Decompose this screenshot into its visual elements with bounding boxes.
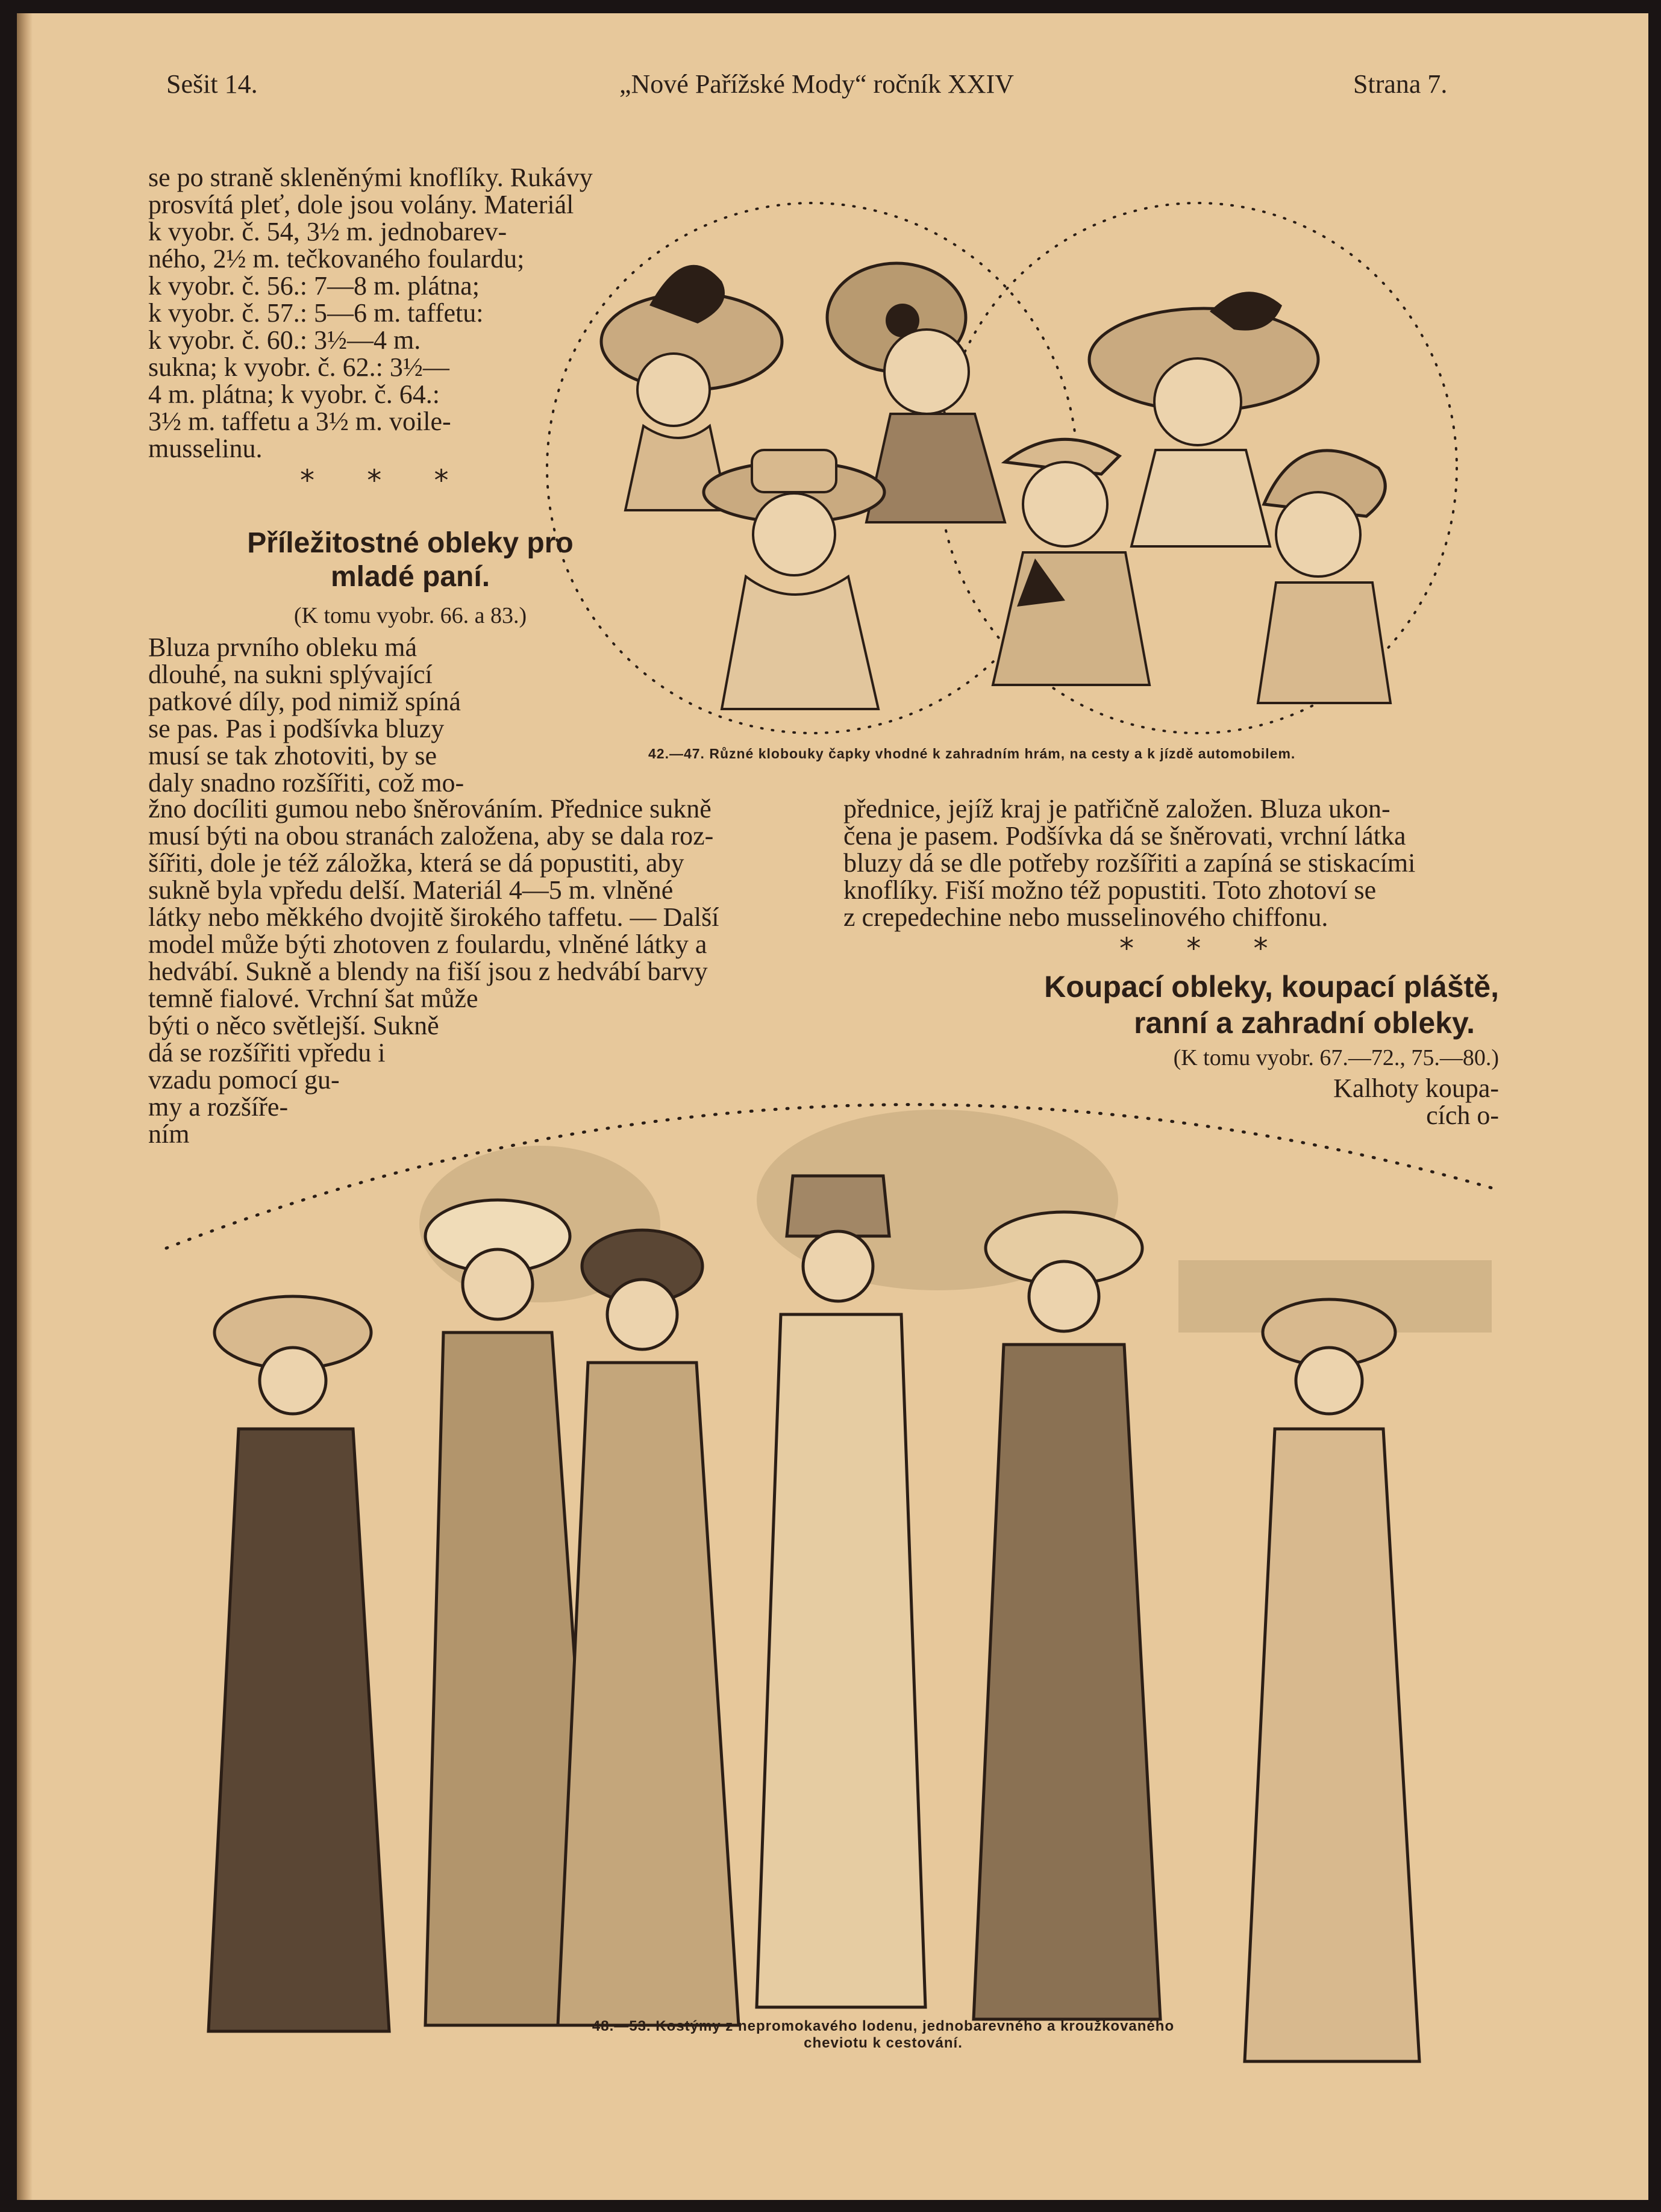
text-line: patkové díly, pod nimiž spíná	[148, 687, 461, 716]
magazine-title: „Nové Pařížské Mody“ ročník XXIV	[619, 69, 1014, 99]
text-line: čena je pasem. Podšívka dá se šněrovati, vrchní látka	[843, 821, 1406, 851]
section-note: (K tomu vyobr. 66. a 83.)	[293, 603, 527, 628]
text-line: šířiti, dole je též záložka, která se dá popustiti, aby	[148, 848, 684, 878]
section-note: (K tomu vyobr. 67.—72., 75.—80.)	[1173, 1045, 1499, 1070]
costumes-caption	[516, 2018, 1251, 2052]
text-line: 3½ m. taffetu a 3½ m. voile-	[148, 407, 451, 436]
text-line: Kalhoty koupa-	[1333, 1073, 1499, 1103]
text-line: musí se tak zhotoviti, by se	[148, 741, 437, 770]
hats-illustration	[529, 191, 1469, 745]
issue-number: Sešit 14.	[166, 69, 258, 99]
woman-figure-6	[1245, 1299, 1419, 2061]
section-heading-line: ranní a zahradní obleky.	[1134, 1006, 1475, 1040]
section-heading	[993, 969, 1499, 1041]
hats-caption: 42.—47. Různé klobouky čapky vhodné k zahradním hrám, na cesty a k jízdě automobilem.	[648, 746, 1296, 761]
text-line: se po straně skleněnými knoflíky. Rukávy	[148, 163, 593, 192]
binding-shadow	[17, 13, 33, 2200]
text-line: sukně byla vpředu delší. Materiál 4—5 m. vlněné	[148, 875, 674, 905]
section-paragraph	[148, 634, 534, 796]
text-line: k vyobr. č. 60.: 3½—4 m.	[148, 325, 421, 355]
text-line: Bluza prvního obleku má	[148, 633, 418, 662]
section-heading-line: mladé paní.	[330, 561, 490, 593]
text-line: hedvábí. Sukně a blendy na fiší jsou z hedvábí barvy	[148, 957, 708, 986]
woman-figure-5	[974, 1212, 1160, 2019]
text-line: z crepedechine nebo musselinového chiffonu.	[843, 902, 1328, 932]
text-line: dlouhé, na sukni splývající	[148, 660, 433, 689]
woman-portrait-4	[993, 439, 1150, 685]
woman-figure-4	[757, 1176, 925, 2007]
caption-line: cheviotu k cestování.	[804, 2035, 963, 2051]
text-line: k vyobr. č. 54, 3½ m. jednobarev-	[148, 217, 507, 246]
caption-line: 48.—53. Kostýmy z nepromokavého lodenu, jednobarevného a kroužkovaného	[592, 2018, 1175, 2034]
text-line: přednice, jejíž kraj je patřičně založen. Bluza ukon-	[843, 794, 1390, 823]
text-line: knoflíky. Fiší možno též popustiti. Toto zhotoví se	[843, 875, 1377, 905]
woman-portrait-3	[704, 450, 884, 709]
text-line: ním	[148, 1119, 190, 1149]
text-line: sukna; k vyobr. č. 62.: 3½—	[148, 352, 449, 382]
text-line: my a rozšíře-	[148, 1092, 289, 1122]
section-heading-line: Příležitostné obleky pro	[247, 527, 574, 559]
page-number: Strana 7.	[1353, 69, 1448, 99]
section-heading-line: Koupací obleky, koupací pláště,	[1044, 970, 1499, 1004]
text-line: daly snadno rozšířiti, což mo-	[148, 768, 465, 798]
text-line: bluzy dá se dle potřeby rozšířiti a zapíná se stiskacími	[843, 848, 1416, 878]
magazine-page	[17, 13, 1648, 2200]
text-line: cích o-	[1426, 1101, 1499, 1130]
text-line: prosvítá pleť, dole jsou volány. Materiál	[148, 190, 574, 219]
text-line: musí býti na obou stranách založena, aby se dala roz-	[148, 821, 714, 851]
text-line: dá se rozšířiti vpředu i	[148, 1038, 386, 1067]
text-line: žno docíliti gumou nebo šněrováním. Přednice sukně	[148, 794, 712, 823]
woman-figure-3	[558, 1230, 739, 2025]
text-line: býti o něco světlejší. Sukně	[148, 1011, 439, 1040]
text-line: 4 m. plátna; k vyobr. č. 64.:	[148, 380, 440, 409]
section-divider: * * *	[1119, 932, 1290, 966]
text-line: musselinu.	[148, 434, 263, 463]
running-head	[17, 69, 1648, 105]
text-line: ného, 2½ m. tečkovaného foulardu;	[148, 244, 525, 273]
woman-figure-1	[208, 1296, 389, 2031]
section-divider: * * *	[300, 464, 471, 498]
text-line: látky nebo měkkého dvojitě širokého taffetu. — Další	[148, 902, 719, 932]
middle-right-paragraph	[843, 795, 1494, 931]
text-line: temně fialové. Vrchní šat může	[148, 984, 478, 1013]
text-line: se pas. Pas i podšívka bluzy	[148, 714, 445, 743]
text-line: k vyobr. č. 57.: 5—6 m. taffetu:	[148, 298, 484, 328]
text-line: k vyobr. č. 56.: 7—8 m. plátna;	[148, 271, 480, 301]
woman-portrait-6	[1258, 451, 1390, 703]
costumes-illustration	[154, 1067, 1504, 2104]
text-line: model může býti zhotoven z foulardu, vlněné látky a	[148, 929, 707, 959]
text-line: vzadu pomocí gu-	[148, 1065, 340, 1095]
